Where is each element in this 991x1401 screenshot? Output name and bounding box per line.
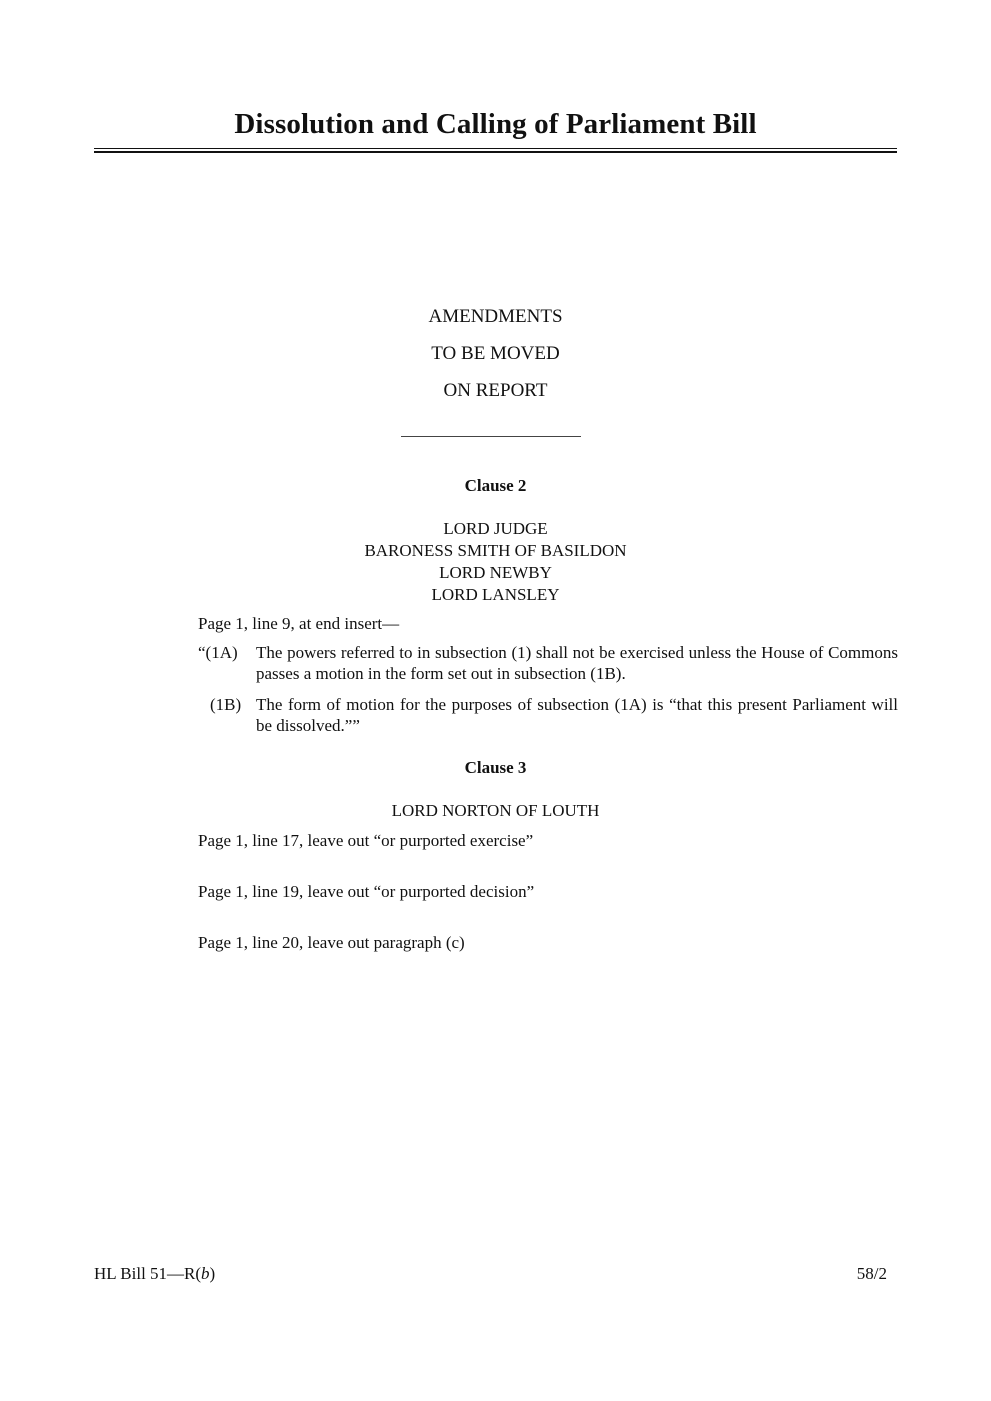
heading-line-1: AMENDMENTS xyxy=(428,306,563,327)
amendment-instruction: Page 1, line 9, at end insert— xyxy=(198,614,400,633)
title-rule-thick xyxy=(94,151,897,153)
title-rule-thin xyxy=(94,148,897,149)
heading-line-3: ON REPORT xyxy=(443,380,548,401)
amendment-instruction: Page 1, line 20, leave out paragraph (c) xyxy=(198,933,465,952)
subsection-number: “(1A) xyxy=(198,643,238,662)
mover-name: BARONESS SMITH OF BASILDON xyxy=(364,541,627,560)
clause-heading: Clause 3 xyxy=(464,758,527,777)
footer-bill-reference: HL Bill 51—R(b) xyxy=(94,1264,216,1283)
section-divider xyxy=(401,436,581,437)
movers-list xyxy=(0,800,991,822)
heading-line-2: TO BE MOVED xyxy=(431,343,560,364)
amendment-instruction: Page 1, line 19, leave out “or purported decision” xyxy=(198,882,535,901)
mover-name: LORD NORTON OF LOUTH xyxy=(391,801,600,820)
mover-name: LORD LANSLEY xyxy=(431,585,560,604)
subsection-number: (1B) xyxy=(210,695,242,714)
subsection-1a xyxy=(198,642,898,684)
clause-heading: Clause 2 xyxy=(464,476,527,495)
subsection-text: The form of motion for the purposes of subsection (1A) is “that this present Parliament will be dissolved.”” xyxy=(256,695,898,735)
movers-list xyxy=(0,518,991,606)
document-title: Dissolution and Calling of Parliament Bill xyxy=(234,108,757,140)
amendment-instruction: Page 1, line 17, leave out “or purported exercise” xyxy=(198,831,534,850)
subsection-1b xyxy=(198,694,898,736)
footer-page-reference: 58/2 xyxy=(856,1264,887,1283)
mover-name: LORD NEWBY xyxy=(439,563,552,582)
mover-name: LORD JUDGE xyxy=(443,519,548,538)
subsection-text: The powers referred to in subsection (1) shall not be exercised unless the House of Commons passes a motion in the form set out in subsection (1B). xyxy=(256,643,898,683)
